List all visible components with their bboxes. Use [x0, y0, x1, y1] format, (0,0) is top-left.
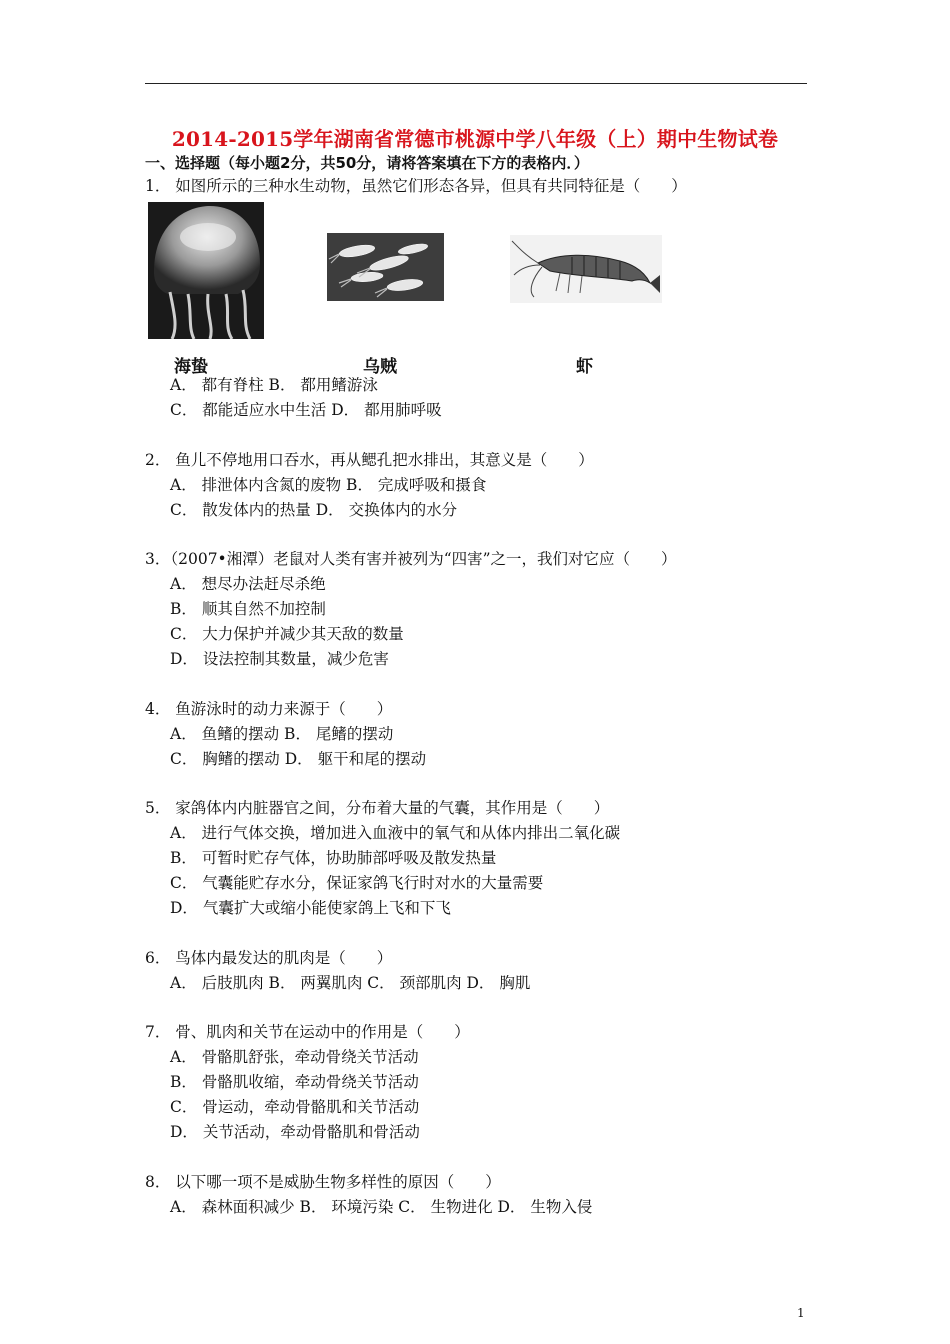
- option-line: A． 后肢肌肉 B． 两翼肌肉 C． 颈部肌肉 D． 胸肌: [170, 974, 531, 992]
- question-stem: 5． 家鸽体内内脏器官之间，分布着大量的气囊，其作用是（ ）: [145, 799, 610, 817]
- question-stem: 7． 骨、肌肉和关节在运动中的作用是（ ）: [145, 1023, 470, 1041]
- option-line: A． 排泄体内含氮的废物 B． 完成呼吸和摄食: [170, 476, 487, 494]
- option-line: D． 气囊扩大或缩小能使家鸽上飞和下飞: [170, 899, 451, 917]
- option-line: A． 想尽办法赶尽杀绝: [170, 575, 326, 593]
- option-line: A． 进行气体交换，增加进入血液中的氧气和从体内排出二氧化碳: [170, 824, 621, 842]
- option-line: B． 可暂时贮存气体，协助肺部呼吸及散发热量: [170, 849, 497, 867]
- option-line: C． 大力保护并减少其天敌的数量: [170, 625, 404, 643]
- option-line: D． 关节活动，牵动骨骼肌和骨活动: [170, 1123, 420, 1141]
- section-heading: 一、选择题（每小题2分，共50分，请将答案填在下方的表格内．）: [145, 154, 589, 172]
- question-stem: 8． 以下哪一项不是威胁生物多样性的原因（ ）: [145, 1173, 501, 1191]
- option-line: C． 胸鳍的摆动 D． 躯干和尾的摆动: [170, 750, 427, 768]
- option-line: D． 设法控制其数量，减少危害: [170, 650, 389, 668]
- caption-squid: 乌贼: [363, 357, 397, 377]
- option-line: A． 森林面积减少 B． 环境污染 C． 生物进化 D． 生物入侵: [170, 1198, 593, 1216]
- shrimp-image: [510, 235, 662, 303]
- option-line: C． 都能适应水中生活 D． 都用肺呼吸: [170, 401, 442, 419]
- option-line: C． 气囊能贮存水分，保证家鸽飞行时对水的大量需要: [170, 874, 544, 892]
- question-stem: 2． 鱼儿不停地用口吞水，再从鳃孔把水排出，其意义是（ ）: [145, 451, 594, 469]
- option-line: C． 散发体内的热量 D． 交换体内的水分: [170, 501, 458, 519]
- option-line: A． 鱼鳍的摆动 B． 尾鳍的摆动: [170, 725, 394, 743]
- question-stem: 1． 如图所示的三种水生动物，虽然它们形态各异，但具有共同特征是（ ）: [145, 177, 687, 195]
- option-line: C． 骨运动，牵动骨骼肌和关节活动: [170, 1098, 420, 1116]
- caption-jellyfish: 海蛰: [174, 357, 208, 377]
- document-title: 2014-2015学年湖南省常德市桃源中学八年级（上）期中生物试卷: [171, 127, 779, 151]
- option-line: A． 骨骼肌舒张，牵动骨绕关节活动: [170, 1048, 419, 1066]
- option-line: B． 骨骼肌收缩，牵动骨绕关节活动: [170, 1073, 419, 1091]
- page-number: 1: [797, 1306, 805, 1320]
- question-stem: 6． 鸟体内最发达的肌肉是（ ）: [145, 949, 393, 967]
- option-line: B． 顺其自然不加控制: [170, 600, 326, 618]
- header-rule: [145, 83, 807, 84]
- caption-shrimp: 虾: [576, 357, 593, 377]
- squid-image: [327, 233, 444, 301]
- question-stem: 3．（2007•湘潭）老鼠对人类有害并被列为“四害”之一，我们对它应（ ）: [145, 550, 677, 568]
- option-line: A． 都有脊柱 B． 都用鳍游泳: [170, 376, 378, 394]
- jellyfish-image: [148, 202, 264, 339]
- question-stem: 4． 鱼游泳时的动力来源于（ ）: [145, 700, 393, 718]
